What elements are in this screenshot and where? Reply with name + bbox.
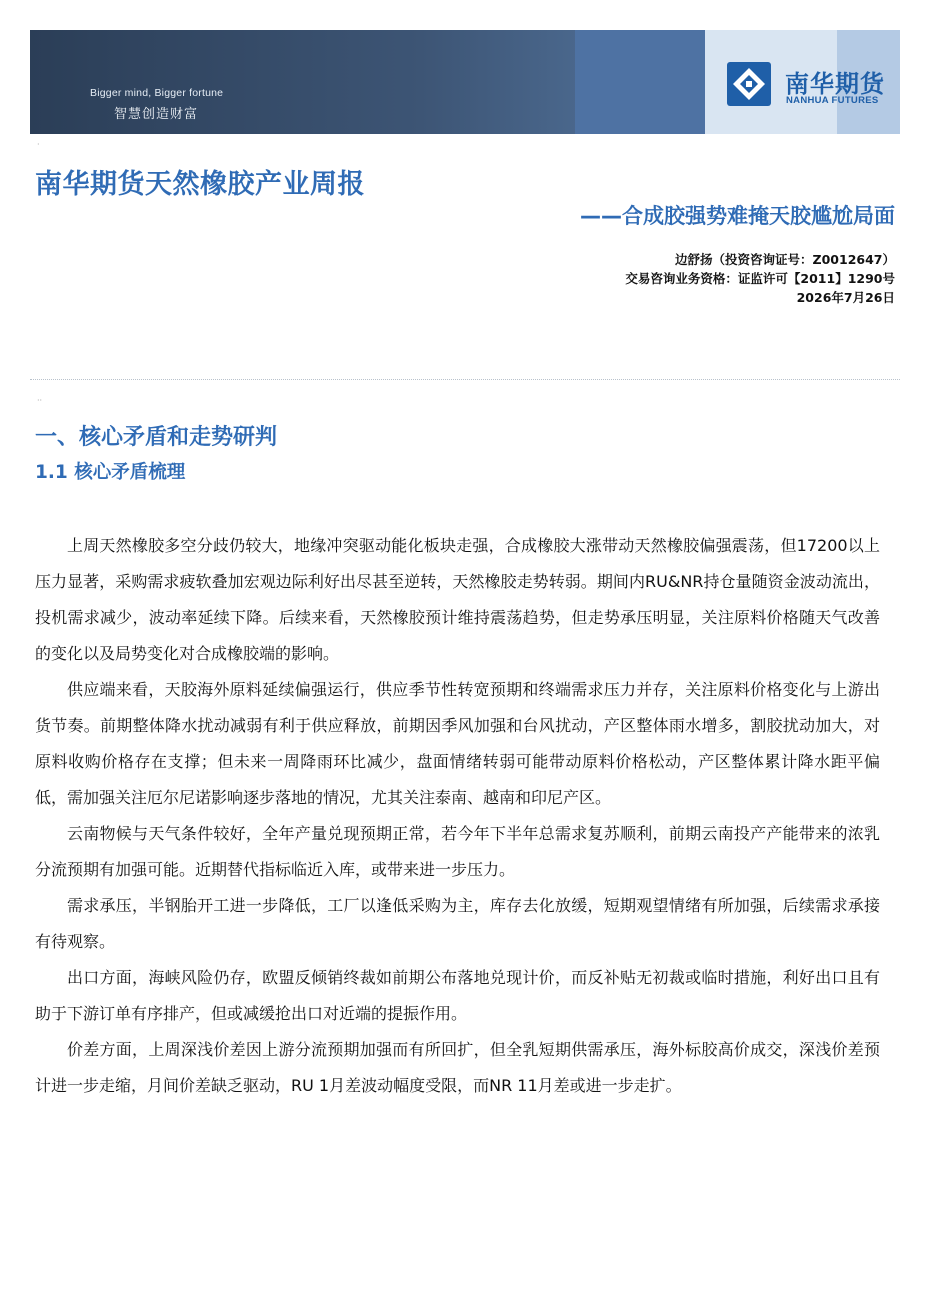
body-paragraph: 云南物候与天气条件较好，全年产量兑现预期正常，若今年下半年总需求复苏顺利，前期云南投产产能带来的浓乳分流预期有加强可能。近期替代指标临近入库，或带来进一步压力。 (35, 824, 880, 879)
company-logo-text: 南华期货 (785, 70, 885, 98)
section-divider (30, 379, 900, 380)
body-paragraph: 供应端来看，天胶海外原料延续偏强运行，供应季节性转宽预期和终端需求压力并存，关注原料价格变化与上游出货节奏。前期整体降水扰动减弱有利于供应释放，前期因季风加强和台风扰动，产区整体雨水增多，割胶扰动加大，对原料收购价格存在支撑；但未来一周降雨环比减少，盘面情绪转弱可能带动原料价格松动，产区整体累计降水距平偏低，需加强关注厄尔尼诺影响逐步落地的情况，尤其关注泰南、越南和印尼产区。 (35, 680, 880, 807)
license-line: 交易咨询业务资格：证监许可【2011】1290号 (625, 271, 895, 286)
body-paragraph: 出口方面，海峡风险仍存，欧盟反倾销终裁如前期公布落地兑现计价，而反补贴无初裁或临时措施，利好出口且有助于下游订单有序排产，但或减缓抢出口对近端的提振作用。 (35, 968, 880, 1023)
report-date: 2026年7月26日 (796, 290, 895, 305)
analyst-line: 边舒扬（投资咨询证号：Z0012647） (675, 252, 895, 267)
section-heading: 一、核心矛盾和走势研判 (35, 425, 278, 450)
decorative-dot: ·· (37, 396, 43, 405)
banner-stripe (575, 30, 705, 134)
decorative-dot: · (37, 140, 40, 149)
report-subtitle: ——合成胶强势难掩天胶尴尬局面 (580, 204, 895, 228)
header-banner (30, 30, 900, 134)
body-paragraph: 价差方面，上周深浅价差因上游分流预期加强而有所回扩，但全乳短期供需承压，海外标胶高价成交，深浅价差预计进一步走缩，月间价差缺乏驱动，RU 1月差波动幅度受限，而NR 11月差或进一步走扩。 (35, 1040, 880, 1095)
subsection-heading: 1.1 核心矛盾梳理 (35, 462, 186, 483)
report-meta (625, 250, 895, 307)
nanhua-logo-icon (727, 62, 771, 106)
report-body (35, 528, 880, 1120)
body-paragraph: 上周天然橡胶多空分歧仍较大，地缘冲突驱动能化板块走强，合成橡胶大涨带动天然橡胶偏强震荡，但17200以上压力显著，采购需求疲软叠加宏观边际利好出尽甚至逆转，天然橡胶走势转弱。期间内RU&NR持仓量随资金波动流出，投机需求减少，波动率延续下降。后续来看，天然橡胶预计维持震荡趋势，但走势承压明显，关注原料价格随天气改善的变化以及局势变化对合成橡胶端的影响。 (35, 536, 880, 663)
slogan-chinese: 智慧创造财富 (114, 107, 199, 122)
body-paragraph: 需求承压，半钢胎开工进一步降低，工厂以逢低采购为主，库存去化放缓，短期观望情绪有所加强，后续需求承接有待观察。 (35, 896, 880, 951)
slogan-english: Bigger mind, Bigger fortune (90, 87, 224, 99)
company-logo-english: NANHUA FUTURES (786, 95, 879, 106)
report-title: 南华期货天然橡胶产业周报 (35, 169, 365, 200)
